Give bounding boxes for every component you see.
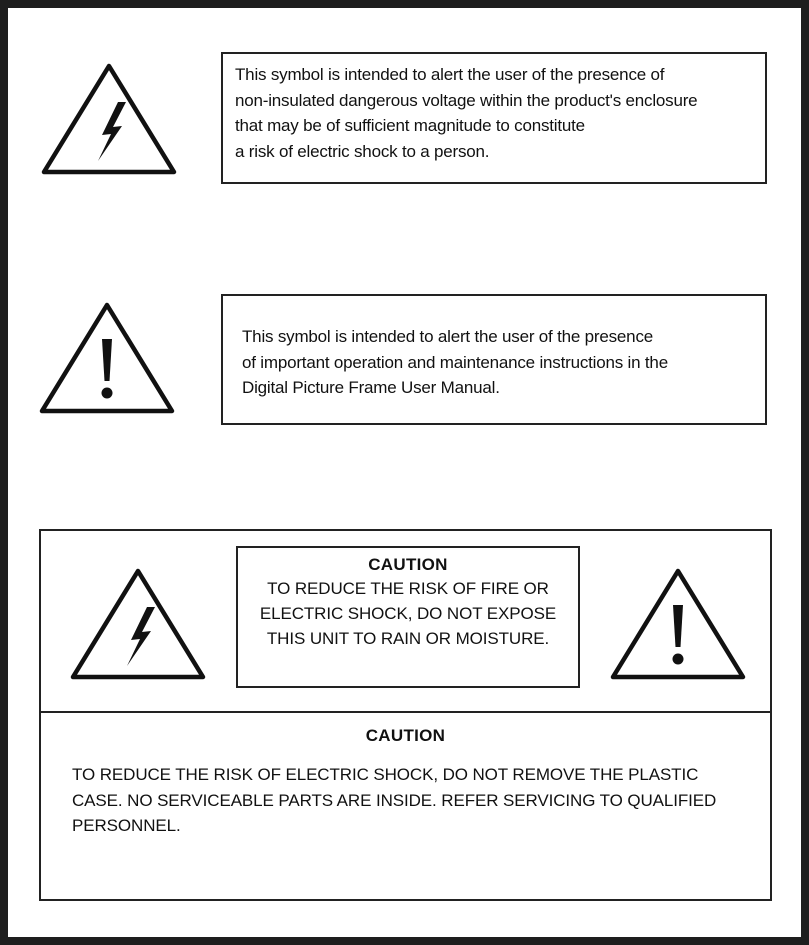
- caution-fire-box: [236, 546, 580, 688]
- text-line: This symbol is intended to alert the user of the presence: [242, 327, 653, 346]
- caution-shock-text: [72, 762, 752, 839]
- caution-title: CAUTION: [368, 555, 448, 574]
- text-line: a risk of electric shock to a person.: [235, 141, 490, 161]
- shock-notice-box: [221, 52, 767, 184]
- caution-title: CAUTION: [365, 726, 446, 745]
- text-line: non-insulated dangerous voltage within the product's enclosure: [235, 90, 698, 110]
- text-line: TO REDUCE THE RISK OF FIRE OR: [267, 579, 549, 598]
- safety-page: [8, 8, 801, 937]
- divider: [41, 711, 770, 713]
- text-line: ELECTRIC SHOCK, DO NOT EXPOSE: [259, 604, 557, 623]
- caution-panel: [39, 529, 772, 901]
- text-line: PERSONNEL.: [72, 816, 181, 835]
- text-line: of important operation and maintenance instructions in the: [242, 352, 668, 372]
- exclamation-warning-icon: [607, 565, 749, 683]
- shock-notice-text: [235, 62, 765, 164]
- instructions-notice-box: [221, 294, 767, 425]
- text-line: TO REDUCE THE RISK OF ELECTRIC SHOCK, DO NOT REMOVE THE PLASTIC: [72, 765, 699, 784]
- text-line: This symbol is intended to alert the user of the presence of: [235, 65, 665, 84]
- instructions-notice-text: [242, 324, 765, 401]
- text-line: CASE. NO SERVICEABLE PARTS ARE INSIDE. REFER SERVICING TO QUALIFIED: [72, 790, 717, 810]
- lightning-warning-icon: [67, 565, 209, 683]
- exclamation-warning-icon: [36, 299, 178, 417]
- text-line: THIS UNIT TO RAIN OR MOISTURE.: [266, 629, 550, 648]
- caution-fire-text: [238, 576, 578, 651]
- text-line: that may be of sufficient magnitude to constitute: [235, 116, 585, 135]
- lightning-warning-icon: [38, 60, 180, 178]
- text-line: Digital Picture Frame User Manual.: [242, 378, 500, 397]
